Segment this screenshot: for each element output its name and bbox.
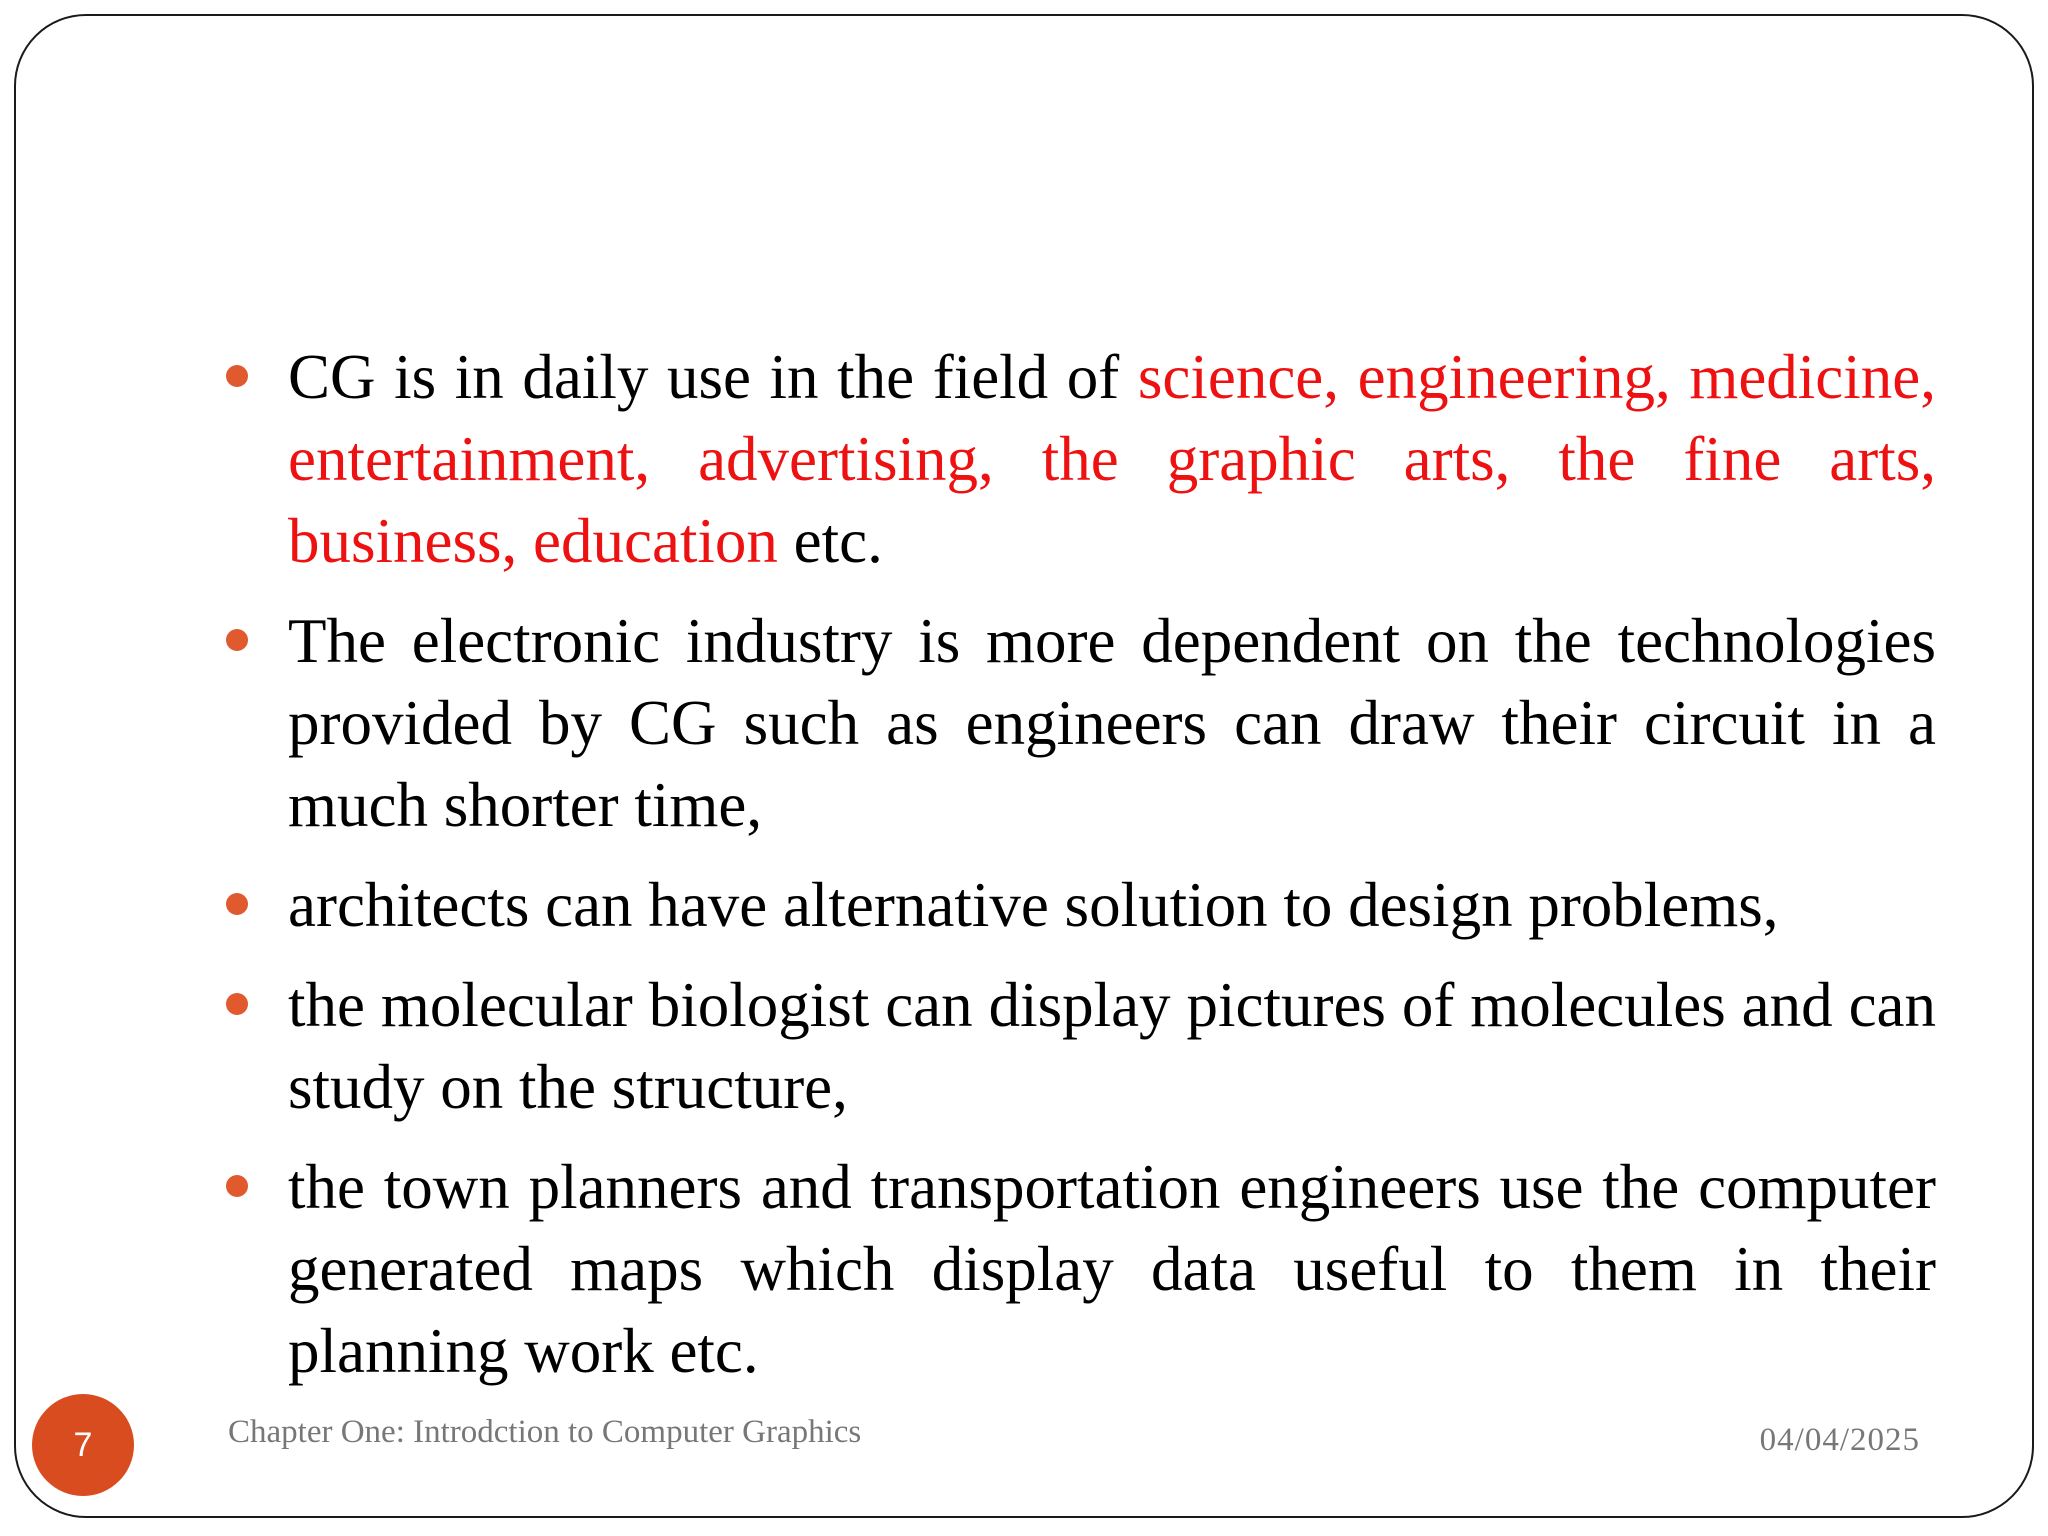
bullet-dot-icon — [226, 893, 248, 915]
footer-chapter-title: Chapter One: Introdction to Computer Graphics — [228, 1414, 862, 1450]
bullet-dot-icon — [226, 1175, 248, 1197]
bullet-4-text: the molecular biologist can display pictures of molecules and can study on the structure, — [288, 970, 1936, 1122]
bullet-dot-icon — [226, 993, 248, 1015]
bullet-item-4 — [226, 964, 1936, 1128]
bullet-item-5 — [226, 1146, 1936, 1392]
bullet-dot-icon — [226, 629, 248, 651]
slide-content — [226, 336, 1936, 1410]
bullet-item-1 — [226, 336, 1936, 582]
bullet-1-lead: CG is in daily use in the field of — [288, 342, 1138, 412]
bullet-1-tail: etc. — [777, 506, 883, 576]
bullet-dot-icon — [226, 365, 248, 387]
page-number-badge: 7 — [32, 1394, 134, 1496]
bullet-3-text: architects can have alternative solution to design problems, — [288, 870, 1779, 940]
bullet-2-text: The electronic industry is more dependent on the technologies provided by CG such as engineers can draw their circuit in a much shorter time, — [288, 606, 1936, 840]
bullet-1-highlight: science, engineering, medicine, entertainment, advertising, the graphic arts, the fine arts, business, education — [288, 342, 1936, 576]
bullet-5-text: the town planners and transportation engineers use the computer generated maps which display data useful to them in their planning work etc. — [288, 1152, 1936, 1386]
bullet-item-2 — [226, 600, 1936, 846]
footer-date: 04/04/2025 — [1759, 1422, 1920, 1458]
bullet-item-3 — [226, 864, 1936, 946]
